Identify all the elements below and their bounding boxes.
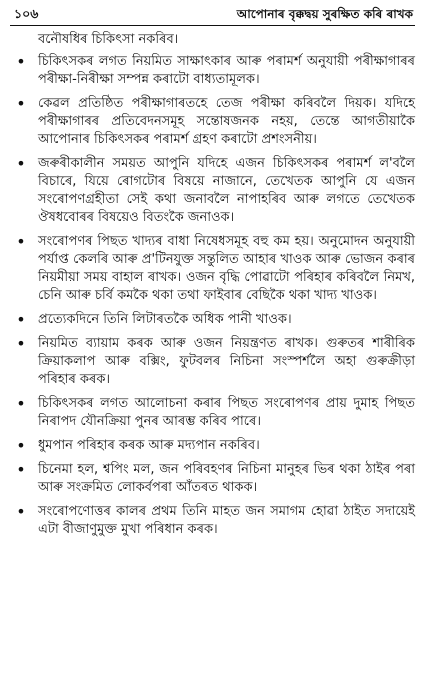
bullet-icon: •	[16, 436, 26, 455]
running-title: আপোনাৰ বৃক্কদ্বয় সুৰক্ষিত কৰি ৰাখক	[236, 7, 413, 21]
item-text: প্ৰত্যেকদিনে তিনি লিটাৰতকৈ অধিক পানী খাওক।	[38, 312, 292, 327]
bullet-icon: •	[16, 310, 26, 329]
running-header	[10, 6, 415, 26]
item-text: চিকিৎসকৰ লগত নিয়মিত সাক্ষাৎকাৰ আৰু পৰামৰ্শ অনুযায়ী পৰীক্ষাগাৰৰ পৰীক্ষা-নিৰীক্ষা সম্পন্ন কৰাটো বাধ্যতামূলক।	[38, 54, 415, 87]
bullet-icon: •	[16, 394, 26, 413]
item-text: জৰুৰীকালীন সময়ত আপুনি যদিহে এজন চিকিৎসকৰ পৰামৰ্শ ল'বলৈ বিচাৰে, যিয়ে ৰোগটোৰ বিষয়ে নাজানে, তেখেতক আপুনি যে এজন সংৰোপণগ্ৰহীতা সেই কথা জনাবলৈ নাপাহৰিব আৰু লগতে তেখেতক ঔষধবোৰৰ বিষয়েও বিতংকৈ জনাওক।	[38, 156, 415, 225]
item-text: চিনেমা হল, শ্বপিং মল, জন পৰিবহণৰ নিচিনা মানুহৰ ভিৰ থকা ঠাইৰ পৰা আৰু সংক্ৰমিত লোকৰ্বপৰা আঁতৰত থাকক।	[38, 462, 415, 495]
item-text: সংৰোপণৰ পিছত খাদ্যৰ বাধা নিষেধসমূহ বহু কম হয়। অনুমোদন অনুযায়ী পৰ্যাপ্ত কেলৰি আৰু প্ৰ'টিনযুক্ত সন্তুলিত আহাৰ খাওক আৰু ভোজন কৰাৰ নিয়মীয়া সময় বাহাল ৰাখক। ওজন বৃদ্ধি পোৱাটো পৰিহাৰ কৰিবলৈ নিমখ, চেনি আৰু চৰ্বি কমকৈ থকা তথা ফাইবাৰ বেছিকৈ থকা খাদ্য খাওক।	[38, 234, 415, 303]
bullet-icon: •	[16, 52, 26, 71]
list-item	[10, 233, 415, 305]
item-text: সংৰোপণোত্তৰ কালৰ প্ৰথম তিনি মাহত জন সমাগম হোৱা ঠাইত সদায়েই এটা বীজাণুমুক্ত মুখা পৰিধান কৰক।	[38, 504, 415, 537]
advice-list	[10, 53, 415, 539]
item-text: নিয়মিত ব্যায়াম কৰক আৰু ওজন নিয়ন্ত্ৰণত ৰাখক। গুৰুতৰ শাৰীৰিক ক্ৰিয়াকলাপ আৰু বক্সিং, ফুটবলৰ নিচিনা সংস্পৰ্শলৈ অহা গুৰুক্ৰীড়া পৰিহাৰ কৰক।	[38, 336, 415, 387]
list-item	[10, 155, 415, 227]
list-item	[10, 53, 415, 89]
bullet-icon: •	[16, 232, 26, 251]
list-item	[10, 395, 415, 431]
page-number: ১০৬	[14, 6, 39, 21]
list-item	[10, 503, 415, 539]
list-item	[10, 95, 415, 149]
continued-text: বনৌষধিৰ চিকিৎসা নকৰিব।	[38, 32, 179, 47]
item-text: ধুমপান পৰিহাৰ কৰক আৰু মদ্যপান নকৰিব।	[38, 438, 260, 453]
bullet-icon: •	[16, 502, 26, 521]
list-item	[10, 461, 415, 497]
bullet-icon: •	[16, 94, 26, 113]
bullet-icon: •	[16, 460, 26, 479]
bullet-icon: •	[16, 154, 26, 173]
bullet-icon: •	[16, 334, 26, 353]
list-item	[10, 335, 415, 389]
item-text: চিকিৎসকৰ লগত আলোচনা কৰাৰ পিছত সংৰোপণৰ প্ৰায় দুমাহ পিছত নিৰাপদ যৌনক্ৰিয়া পুনৰ আৰম্ভ কৰিব পাৰে।	[38, 396, 415, 429]
list-item	[10, 437, 415, 455]
item-text: কেৱল প্ৰতিষ্ঠিত পৰীক্ষাগাৰতহে তেজ পৰীক্ষা কৰিবলৈ দিয়ক। যদিহে পৰীক্ষাগাৰৰ প্ৰতিবেদনসমূহ সন্তোষজনক নহয়, তেন্তে আগতীয়াকৈ আপোনাৰ চিকিৎসকৰ পৰামৰ্শ গ্ৰহণ কৰাটো প্ৰশংসনীয়।	[38, 96, 415, 147]
list-item	[10, 311, 415, 329]
